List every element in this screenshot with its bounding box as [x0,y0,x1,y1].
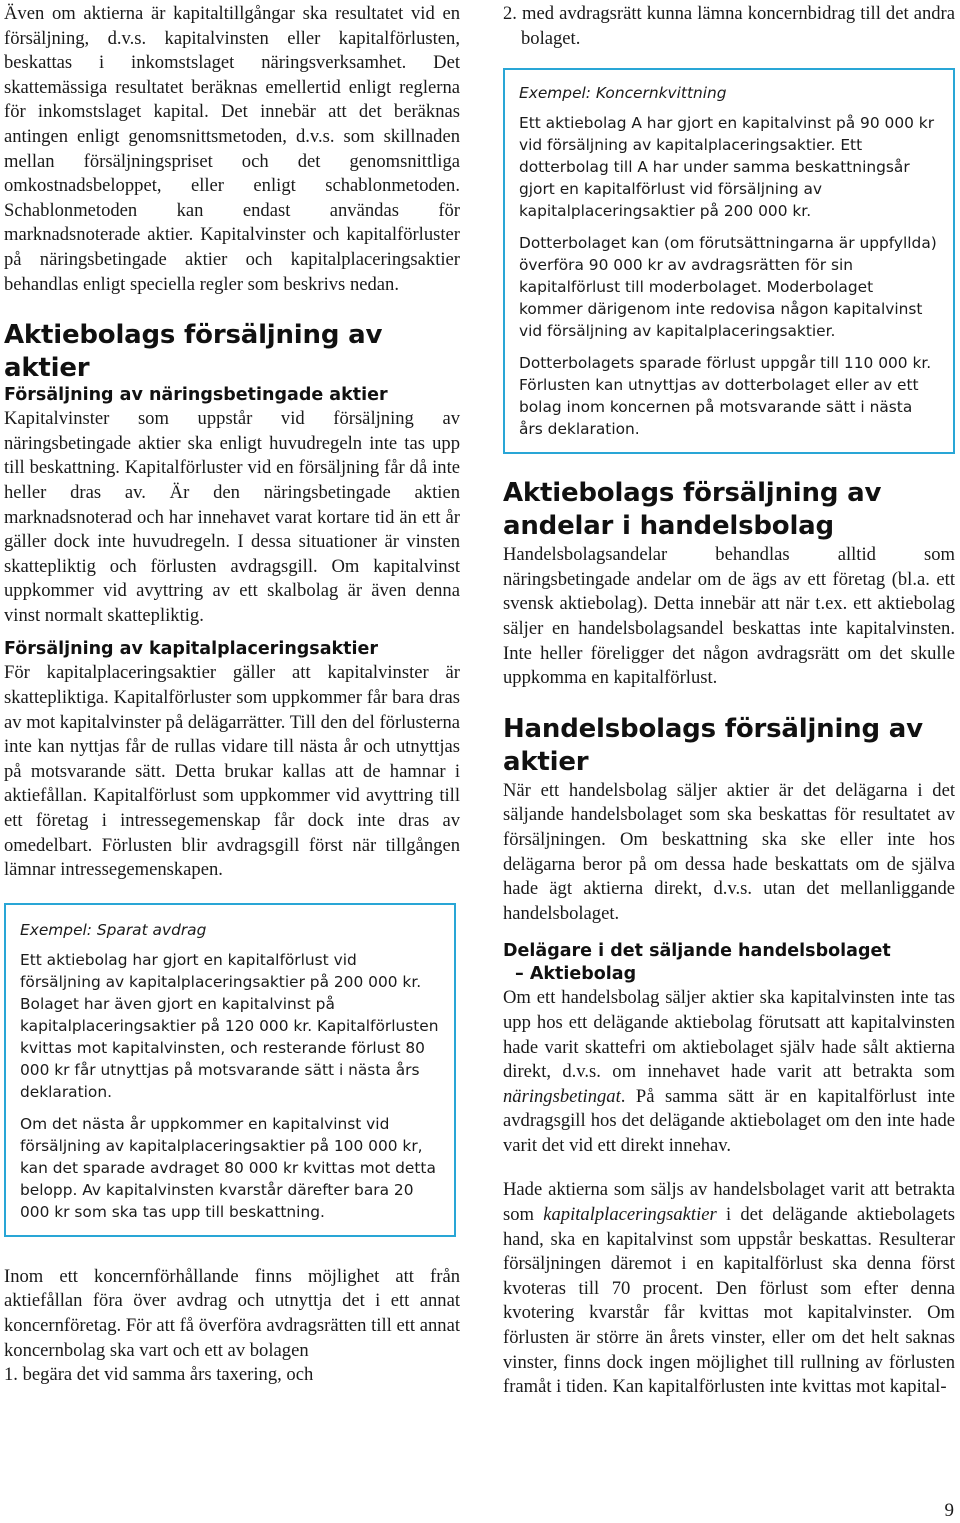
list-item-2: 2. med avdragsrätt kunna lämna koncernbidrag till det andra bolaget. [503,3,955,49]
example-box-koncernkvittning [503,68,955,454]
delagare-paragraph: Om ett handelsbolag säljer aktier ska kapitalvinsten inte tas upp hos ett delägande aktiebolag förutsatt att kapitalvinsten hade varit skattefri om aktiebolaget själv hade sålt aktierna direkt, d.v.s. om innehavet hade varit att betrakta som näringsbetingat. På samma sätt är en kapitalförlust inte avdragsgill hos det delägande aktiebolaget om den inte hade varit det vid ett direkt innehav. [503,987,955,1156]
example-box-paragraph: Dotterbolaget kan (om förutsättningarna är uppfyllda) överföra 90 000 kr av avdragsrätten för sin kapitalförlust till moderbolaget. Moderbolaget kommer därigenom inte redovisa någon kapitalvinst vid försäljning av kapitalplaceringsaktier. [519,234,937,341]
naringsbetingade-paragraph: Kapitalvinster som uppstår vid försäljning av näringsbetingade aktier ska enligt huvudregeln inte tas upp till beskattning. Kapitalförluster vid en försäljning får då inte heller dras av. Är den näringsbetingade aktien marknadsnoterad och har innehavet varat kortare tid än ett år gäller dock inte huvudregeln. I dessa situationer är vinsten skattepliktig och förlusten avdragsgill. Om kapitalvinst uppkommer vid avyttring av ett skalbolag är även denna vinst normalt skattepliktig. [4,408,460,626]
handelsbolag-andelar-paragraph: Handelsbolagsandelar behandlas alltid som näringsbetingade andelar om de ägs av ett företag (bl.a. ett svensk aktiebolag). Detta innebär att när t.ex. ett aktiebolag säljer en handelsbolagsandel beskattas inte kapitalvinsten. Inte heller föreligger det någon avdragsrätt om det skulle uppkomma en kapitalförlust. [503,544,955,689]
page-number: 9 [944,1500,954,1521]
section-heading-handelsbolag-aktier: Handelsbolags försäljning av aktier [503,713,923,777]
section-heading-aktier: Aktiebolags försäljning av aktier [4,320,383,384]
left-column [4,0,460,1388]
example-box-paragraph: Om det nästa år uppkommer en kapitalvinst vid försäljning av kapitalplaceringsaktier på 100 000 kr, kan det sparade avdraget 80 000 kr kvittas mot detta belopp. Av kapitalvinsten kvarstår därefter bara 20 000 kr som ska tas upp till beskattning. [20,1114,436,1221]
right-column [503,0,955,1400]
example-box-title: Exempel: Sparat avdrag [20,920,207,939]
intro-paragraph: Även om aktierna är kapitaltillgångar ska resultatet vid en försäljning, d.v.s. kapitalvinsten eller kapitalförlusten, beskattas i inkomstslaget näringsverksamhet. Det skattemässiga resultatet beräknas emellertid enligt reglerna för inkomstslaget kapital. Det innebär att det beräknas antingen enligt genomsnittsmetoden, d.v.s. som skillnaden mellan försäljningspriset och det genomsnittliga omkostnadsbeloppet, eller enligt schablonmetoden. Schablonmetoden kan endast användas för marknadsnoterade aktier. Kapitalvinster och kapitalförluster på näringsbetingade aktier och kapitalplaceringsaktier behandlas enligt speciella regler som beskrivs nedan. [4,3,460,295]
example-box-paragraph: Dotterbolagets sparade förlust uppgår till 110 000 kr. Förlusten kan utnyttjas av dotterbolaget eller av ett bolag inom koncernen på motsvarande sätt i nästa års deklaration. [519,354,932,439]
kapitalplacering-hb-paragraph: Hade aktierna som säljs av handelsbolaget varit att betrakta som kapitalplaceringsaktier i det delägande aktiebolagets hand, ska en kapitalvinst som uppstår beskattas. Resulterar försäljningen däremot i en kapitalförlust ska denna först kvoteras till 70 procent. Den förlust som efter denna kvotering kvarstår får kvittas mot kapitalvinster. Om förlusten är större än årets vinster, eller om det helt saknas vinster, finns dock ingen möjlighet till rullning av förlusten framåt i tiden. Kan kapitalförlusten inte kvittas mot kapital- [503,1179,955,1398]
emphasis-naringsbetingat: näringsbetingat [503,1085,621,1107]
subheading-naringsbetingade: Försäljning av näringsbetingade aktier [4,385,388,406]
subheading-kapitalplacering: Försäljning av kapitalplaceringsaktier [4,639,379,660]
kapitalplacering-paragraph: För kapitalplaceringsaktier gäller att kapitalvinster är skattepliktiga. Kapitalförluster som uppkommer får bara dras av mot kapitalvinster på delägarrätter. Till den del förlusterna inte kan nyttjas får de rullas vidare till nästa år och utnyttjas på motsvarande sätt. Detta brukar kallas att de hamnar i aktiefållan. Kapitalförlust som uppkommer vid avyttring till ett företag i intressegemenskap får dock inte dras av omedelbart. Förlusten blir avdragsgill först när tillgången lämnar intressegemenskapen. [4,662,460,881]
emphasis-kapitalplaceringsaktier: kapitalplaceringsaktier [543,1204,717,1226]
list-item-1: 1. begära det vid samma års taxering, och [4,1364,314,1386]
example-box-paragraph: Ett aktiebolag har gjort en kapitalförlust vid försäljning av kapitalplaceringsaktier på 200 000 kr. Bolaget har även gjort en kapitalvinst på kapitalplaceringsaktier på 120 000 kr. Kapitalförlusten kvittas mot kapitalvinsten, och resterande förlust 80 000 kr får utnyttjas på motsvarande sätt i nästa års deklaration. [20,950,439,1101]
concern-paragraph: Inom ett koncernförhållande finns möjlighet att från aktiefållan föra över avdrag och utnyttja det i ett annat koncernföretag. För att få överföra avdragsrätten till ett annat koncernbolag ska vart och ett av bolagen [4,1265,460,1361]
example-box-paragraph: Ett aktiebolag A har gjort en kapitalvinst på 90 000 kr vid försäljning av kapitalplaceringsaktier. Ett dotterbolag till A har under samma beskattningsår gjort en kapitalförlust vid försäljning av kapitalplaceringsaktier på 200 000 kr. [519,114,935,221]
subheading-delagare-line1: Delägare i det säljande handelsbolaget [503,941,891,962]
subheading-delagare-line2: – Aktiebolag [515,964,637,985]
example-box-title: Exempel: Koncernkvittning [519,84,727,103]
subheading-delagare [503,940,955,986]
handelsbolag-aktier-paragraph: När ett handelsbolag säljer aktier är det delägarna i det säljande handelsbolaget som ska beskattas för resultatet av försäljningen. Om beskattning ska ske eller inte hos delägarna beror på om dessa hade beskattats om de själva hade ägt aktierna direkt, d.v.s. utan det mellanliggande handelsbolaget. [503,779,955,924]
example-box-sparat-avdrag [4,903,456,1237]
section-heading-handelsbolag-andelar: Aktiebolags försäljning av andelar i handelsbolag [503,478,882,542]
